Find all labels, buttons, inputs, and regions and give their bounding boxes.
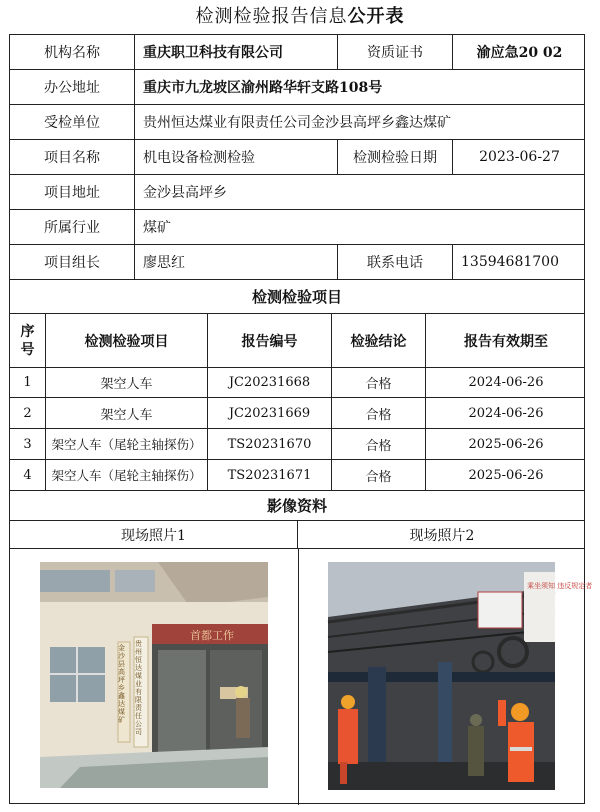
conclusion-cell: 合格 — [332, 429, 426, 459]
seq-cell: 1 — [10, 368, 46, 397]
conclusion-header: 检验结论 — [332, 314, 426, 367]
conclusion-cell: 合格 — [332, 398, 426, 428]
cert-label: 资质证书 — [338, 35, 453, 69]
photo1-label: 现场照片1 — [10, 521, 298, 548]
items-section-title: 检测检验项目 — [10, 280, 584, 314]
page-title: 检测检验报告信息公开表 — [195, 6, 405, 27]
seq-cell: 2 — [10, 398, 46, 428]
client-value: 贵州恒达煤业有限责任公司金沙县高坪乡鑫达煤矿 — [143, 115, 451, 131]
table-row — [10, 368, 584, 398]
photo-divider — [298, 549, 299, 805]
photo2-label: 现场照片2 — [409, 527, 475, 544]
report-header: 报告编号 — [208, 314, 332, 367]
site-value: 金沙县高坪乡 — [143, 185, 227, 201]
cert-value: 渝应急20 02 — [476, 45, 563, 61]
row-site — [10, 175, 584, 210]
seq-cell: 4 — [10, 460, 46, 490]
valid-cell: 2025-06-26 — [468, 467, 544, 483]
row-leader — [10, 245, 584, 280]
valid-cell: 2025-06-26 — [468, 436, 544, 452]
client-label: 受检单位 — [10, 105, 135, 139]
item-cell: 架空人车 — [46, 398, 208, 428]
seq-header: 序 号 — [10, 314, 46, 367]
photo-labels — [10, 521, 584, 549]
row-address — [10, 70, 584, 105]
item-cell: 架空人车（尾轮主轴探伤） — [46, 429, 208, 459]
photo1-plaque-left: 贵州恒达煤业有限责任公司 — [135, 640, 142, 736]
report-cell: JC20231669 — [208, 398, 332, 428]
industry-value: 煤矿 — [143, 220, 171, 236]
seq-cell: 3 — [10, 429, 46, 459]
org-label: 机构名称 — [10, 35, 135, 69]
photo1-plaque-right: 金沙县高坪乡鑫达煤矿 — [118, 644, 125, 724]
leader-label: 项目组长 — [10, 245, 135, 279]
row-project — [10, 140, 584, 175]
addr-label: 办公地址 — [10, 70, 135, 104]
row-industry — [10, 210, 584, 245]
table-row — [10, 429, 584, 460]
project-value: 机电设备检测检验 — [135, 140, 338, 174]
report-cell: TS20231671 — [208, 460, 332, 490]
images-section-title: 影像资料 — [10, 491, 584, 521]
site-photo-1 — [40, 562, 268, 788]
date-value: 2023-06-27 — [479, 149, 560, 165]
conclusion-cell: 合格 — [332, 368, 426, 397]
item-cell: 架空人车（尾轮主轴探伤） — [46, 460, 208, 490]
item-cell: 架空人车 — [46, 368, 208, 397]
report-cell: TS20231670 — [208, 429, 332, 459]
photo2-sign-text: 乘坐须知 违反规定者 — [527, 582, 593, 590]
row-client — [10, 105, 584, 140]
info-table — [9, 34, 593, 804]
site-label: 项目地址 — [10, 175, 135, 209]
table-row — [10, 460, 584, 491]
phone-label: 联系电话 — [338, 245, 453, 279]
item-header: 检测检验项目 — [46, 314, 208, 367]
valid-cell: 2024-06-26 — [468, 375, 544, 390]
valid-header: 报告有效期至 — [464, 333, 548, 350]
addr-value: 重庆市九龙坡区渝州路华轩支路108号 — [143, 80, 383, 96]
photo1-sign-text: 首都工作 — [190, 629, 234, 642]
site-photo-2 — [328, 562, 593, 790]
row-org — [10, 35, 584, 70]
items-header — [10, 314, 584, 368]
project-label: 项目名称 — [10, 140, 135, 174]
conclusion-cell: 合格 — [332, 460, 426, 490]
phone-value: 13594681700 — [461, 254, 559, 270]
org-value: 重庆职卫科技有限公司 — [135, 35, 338, 69]
valid-cell: 2024-06-26 — [468, 405, 544, 421]
report-cell: JC20231668 — [208, 368, 332, 397]
date-label: 检测检验日期 — [338, 140, 453, 174]
leader-value: 廖思红 — [135, 245, 338, 279]
industry-label: 所属行业 — [10, 210, 135, 244]
table-row — [10, 398, 584, 429]
